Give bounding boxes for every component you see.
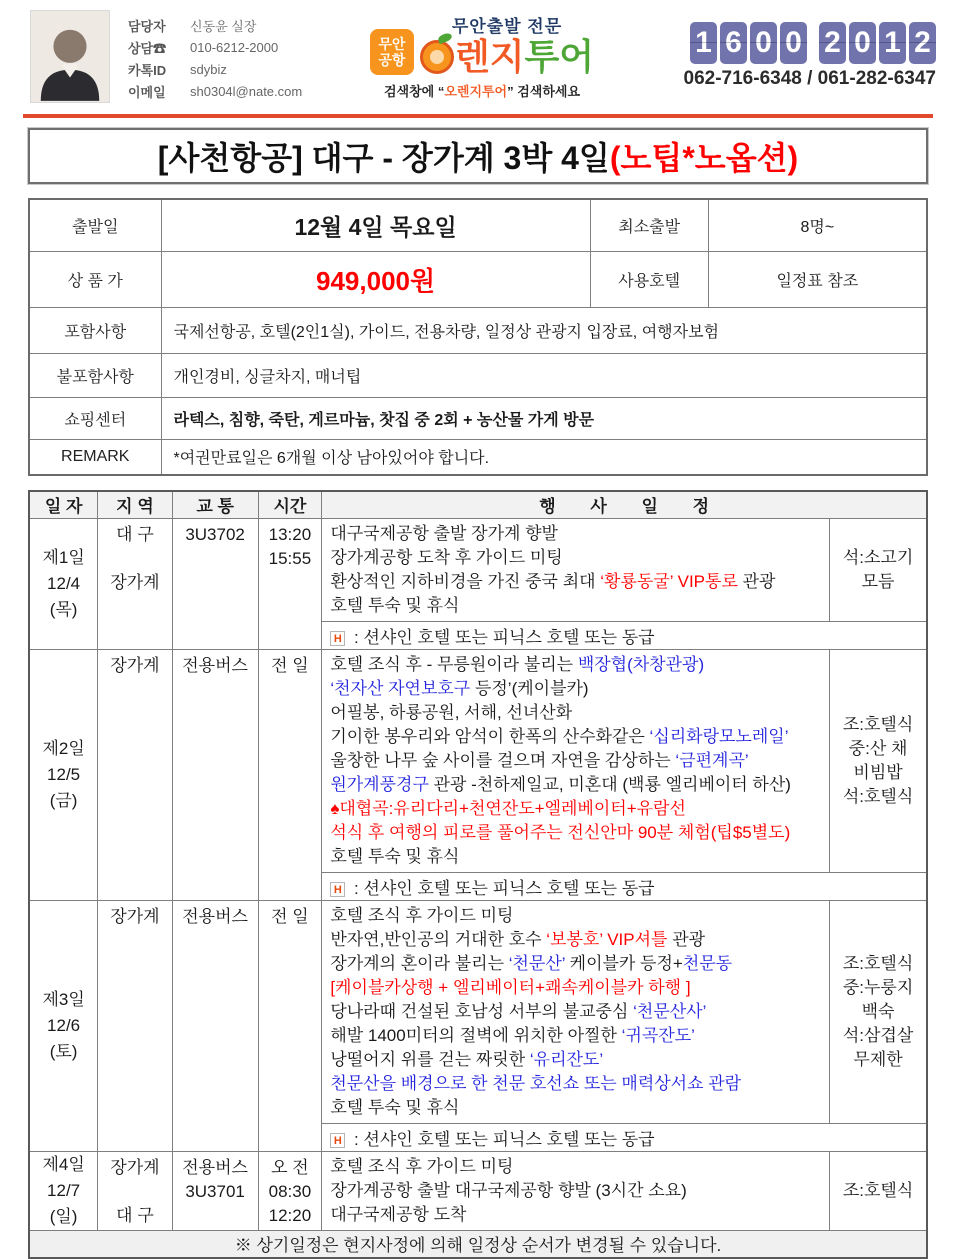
phone-digit-tile: 0: [780, 22, 807, 64]
info-value: 일정표 참조: [708, 251, 927, 307]
schedule-line: [330, 773, 821, 797]
contact-value: 010-6212-2000: [190, 39, 279, 55]
phone-numbers-block: [684, 22, 936, 90]
time-cell: [258, 518, 322, 649]
region-line: 대 구: [116, 524, 154, 544]
orange-fruit-icon: [420, 40, 454, 74]
schedule-line: [330, 845, 821, 869]
hotel-cell: [322, 872, 927, 900]
schedule-segment: 당나라때 건설된 호남성 서부의 불교중심: [330, 1001, 634, 1021]
time-line: 전 일: [271, 906, 309, 926]
schedule-segment: 대구국제공항 도착: [330, 1204, 467, 1224]
brand-logo: [352, 12, 612, 100]
info-value: 12월 4일 목요일: [161, 199, 590, 251]
hotel-cell: [322, 1123, 927, 1151]
transport-cell: [172, 900, 258, 1151]
region-line: 장가계: [110, 906, 160, 926]
hotel-text: : 션샤인 호텔 또는 피닉스 호텔 또는 동급: [349, 627, 655, 647]
meal-line: 비빔밥: [853, 762, 903, 782]
time-line: 08:30: [268, 1181, 312, 1201]
phone-digit-tile: 0: [750, 22, 777, 64]
logo-tagline: 무안출발 전문: [451, 17, 563, 36]
info-label: 상 품 가: [29, 251, 161, 307]
meal-line: 무제한: [853, 1049, 903, 1069]
phone-digit-tile: 0: [849, 22, 876, 64]
transport-line: 전용버스: [182, 655, 248, 675]
hotel-icon: H: [330, 631, 345, 646]
schedule-segment: 호텔 투숙 및 휴식: [330, 595, 460, 615]
time-line: 15:55: [268, 548, 312, 568]
brand-orange-part: 렌지: [454, 36, 525, 77]
header-day: 일 자: [29, 491, 98, 518]
meal-line: 중:산 채: [848, 738, 908, 758]
schedule-segment: 장가계공항 도착 후 가이드 미팅: [330, 547, 563, 567]
day-line: 제2일: [42, 738, 85, 758]
schedule-segment: 환상적인 지하비경을 가진 중국 최대: [330, 571, 601, 591]
schedule-segment: 반자연,반인공의 거대한 호수: [330, 929, 547, 949]
landline-numbers: 062-716-6348 / 061-282-6347: [683, 68, 936, 89]
schedule-line: [330, 1179, 821, 1203]
schedule-segment: 천문산을 배경으로 한 천문 호선쇼 또는 매력상서쇼 관람: [330, 1073, 742, 1093]
info-value: 개인경비, 싱글차지, 매너팁: [161, 353, 927, 397]
phone-digit-tile: 2: [909, 22, 936, 64]
schedule-segment: 호텔 조식 후 - 무릉원이라 불리는: [330, 654, 578, 674]
transport-cell: [172, 518, 258, 649]
contact-label: 담당자: [128, 18, 166, 34]
day-line: 제1일: [42, 547, 85, 567]
schedule-cell: [322, 649, 830, 872]
phone-digit-tile: 2: [819, 22, 846, 64]
day-line: 12/6: [47, 1015, 81, 1035]
info-row: [29, 397, 927, 439]
info-value: *여권만료일은 6개월 이상 남아있어야 합니다.: [161, 439, 927, 475]
info-row: [29, 199, 927, 251]
region-cell: [98, 518, 173, 649]
meal-line: 중:누룽지: [842, 977, 914, 997]
tour-info-table: [28, 198, 928, 476]
transport-line: 3U3702: [185, 524, 245, 544]
schedule-segment: 해발 1400미터의 절벽에 위치한 아찔한: [330, 1025, 622, 1045]
itinerary-day-row: [29, 649, 927, 872]
meal-line: 석:호텔식: [842, 786, 914, 806]
info-label: 사용호텔: [590, 251, 708, 307]
schedule-segment: [케이블카상행 + 엘리베이터+쾌속케이블카 하행 ]: [330, 977, 691, 997]
agent-contact-card: [30, 10, 302, 103]
schedule-segment: ‘천문산’: [508, 953, 566, 973]
schedule-line: [330, 1024, 821, 1048]
region-line: 장가계: [110, 572, 160, 592]
hotel-text: : 션샤인 호텔 또는 피닉스 호텔 또는 동급: [349, 1129, 655, 1149]
itinerary-table: [28, 490, 928, 1259]
schedule-line: [330, 1072, 821, 1096]
meal-line: 조:호텔식: [842, 714, 914, 734]
itinerary-header-row: [29, 491, 927, 518]
time-cell: [258, 1151, 322, 1230]
muan-airport-badge: [370, 29, 414, 75]
transport-cell: [172, 1151, 258, 1230]
search-hint-prefix: 검색창에 “: [383, 84, 445, 99]
region-line: [98, 547, 172, 571]
schedule-segment: 기이한 봉우리와 암석이 한폭의 산수화같은: [330, 726, 650, 746]
region-line: 장가계: [110, 655, 160, 675]
schedule-segment: 천문동: [682, 953, 733, 973]
search-hint-suffix: ” 검색하세요: [507, 84, 581, 99]
schedule-segment: ‘금편계곡’: [675, 750, 749, 770]
page-header: [0, 0, 956, 112]
schedule-segment: ‘황룡동굴’ VIP통로: [600, 571, 738, 591]
schedule-segment: 호텔 투숙 및 휴식: [330, 846, 460, 866]
header-schedule: 행 사 일 정: [322, 491, 927, 518]
schedule-line: [330, 1096, 821, 1120]
hotel-icon: H: [330, 1133, 345, 1148]
schedule-line: [330, 1203, 821, 1227]
schedule-line: [330, 546, 821, 570]
schedule-line: [330, 725, 821, 749]
agent-photo: [30, 10, 110, 103]
schedule-segment: ‘천자산 자연보호구: [330, 678, 471, 698]
tour-title-highlight: (노팁*노옵션): [609, 140, 799, 176]
schedule-segment: 어필봉, 하룡공원, 서해, 선녀산화: [330, 702, 573, 722]
itinerary-day-row: [29, 900, 927, 1123]
region-cell: [98, 649, 173, 900]
region-cell: [98, 1151, 173, 1230]
transport-line: 전용버스: [182, 906, 248, 926]
itinerary-footer-row: [29, 1230, 927, 1258]
region-line: 장가계: [110, 1157, 160, 1177]
schedule-segment: ‘천문산사’: [633, 1001, 707, 1021]
schedule-segment: 낭떨어지 위를 걷는 짜릿한: [330, 1049, 530, 1069]
schedule-segment: 원가계풍경구: [330, 774, 429, 794]
schedule-segment: ‘십리화랑모노레일’: [649, 726, 789, 746]
day-cell: [29, 649, 98, 900]
contact-label: 카톡ID: [128, 62, 167, 78]
schedule-segment: 관광: [667, 929, 706, 949]
info-label: REMARK: [29, 439, 161, 475]
tour-title-banner: [28, 128, 928, 184]
schedule-segment: ‘보봉호’ VIP셔틀: [546, 929, 668, 949]
time-cell: [258, 900, 322, 1151]
schedule-line: [330, 570, 821, 594]
time-line: 전 일: [271, 655, 309, 675]
info-row: [29, 439, 927, 475]
info-label: 쇼핑센터: [29, 397, 161, 439]
day-cell: [29, 1151, 98, 1230]
phone-digit-tile: 6: [720, 22, 747, 64]
day-line: (토): [49, 1041, 78, 1061]
contact-row: [128, 14, 302, 36]
info-row: [29, 251, 927, 307]
schedule-segment: ♠대협곡:유리다리+천연잔도+엘레베이터+유람선: [330, 798, 686, 818]
schedule-line: [330, 677, 821, 701]
transport-line: 전용버스: [182, 1157, 248, 1177]
badge-line1: 무안: [378, 35, 406, 52]
time-line: 12:20: [268, 1205, 312, 1225]
info-row: [29, 353, 927, 397]
schedule-line: [330, 594, 821, 618]
time-line: 13:20: [268, 524, 312, 544]
schedule-cell: [322, 518, 830, 621]
schedule-line: [330, 976, 821, 1000]
brand-green-part: 투어: [524, 36, 595, 77]
meal-line: 조:호텔식: [842, 1180, 914, 1200]
schedule-line: [330, 928, 821, 952]
schedule-segment: 등정’(케이블카): [470, 678, 589, 698]
info-value: 국제선항공, 호텔(2인1실), 가이드, 전용차량, 일정상 관광지 입장료, 여행자보험: [161, 307, 927, 353]
contact-row: [128, 36, 302, 58]
contact-row: [128, 80, 302, 102]
contact-label: 상담☎: [128, 40, 167, 56]
meal-line: 백숙: [861, 1001, 895, 1021]
schedule-segment: 석식 후 여행의 피로를 풀어주는 전신안마 90분 체험(팁$5별도): [330, 822, 791, 842]
schedule-segment: 울창한 나무 숲 사이를 걸으며 자연을 감상하는: [330, 750, 676, 770]
schedule-segment: ‘유리잔도’: [529, 1049, 604, 1069]
contact-row: [128, 58, 302, 80]
hotel-text: : 션샤인 호텔 또는 피닉스 호텔 또는 동급: [349, 878, 655, 898]
phone-digit-tile: 1: [879, 22, 906, 64]
main-phone-flipboard: [684, 22, 936, 64]
schedule-line: [330, 1000, 821, 1024]
schedule-segment: 장가계공항 출발 대구국제공항 향발 (3시간 소요): [330, 1180, 687, 1200]
info-label: 출발일: [29, 199, 161, 251]
info-row: [29, 307, 927, 353]
schedule-line: [330, 821, 821, 845]
schedule-segment: 호텔 투숙 및 휴식: [330, 1097, 460, 1117]
transport-cell: [172, 649, 258, 900]
header-region: 지 역: [98, 491, 173, 518]
info-value: 8명~: [708, 199, 927, 251]
hotel-icon: H: [330, 882, 345, 897]
schedule-segment: 케이블카 등정+: [565, 953, 683, 973]
search-hint-text: [352, 81, 612, 100]
info-label: 최소출발: [590, 199, 708, 251]
time-cell: [258, 649, 322, 900]
schedule-segment: 호텔 조식 후 가이드 미팅: [330, 905, 514, 925]
contact-value: sdybiz: [190, 61, 227, 77]
phone-digit-tile: 1: [690, 22, 717, 64]
search-hint-brand: 오렌지투어: [444, 84, 508, 99]
schedule-line: [330, 522, 821, 546]
region-line: [98, 1180, 172, 1204]
day-line: 12/5: [47, 764, 81, 784]
day-line: 12/4: [47, 573, 81, 593]
hotel-cell: [322, 621, 927, 649]
schedule-line: [330, 797, 821, 821]
logo-brand-text: [420, 37, 594, 77]
contact-label: 이메일: [128, 84, 166, 100]
meal-line: 석:소고기: [842, 547, 914, 567]
phone-digit-group: [816, 22, 936, 64]
contact-rows: [128, 10, 302, 103]
schedule-line: [330, 952, 821, 976]
region-cell: [98, 900, 173, 1151]
info-value: 라텍스, 침향, 죽탄, 게르마늄, 찻집 중 2회 + 농산물 가게 방문: [161, 397, 927, 439]
schedule-line: [330, 653, 821, 677]
day-line: (금): [49, 790, 78, 810]
day-cell: [29, 900, 98, 1151]
meal-line: 조:호텔식: [842, 953, 914, 973]
day-line: 12/7: [47, 1180, 81, 1200]
meal-line: 모듬: [861, 571, 895, 591]
region-line: 대 구: [116, 1205, 154, 1225]
schedule-segment: 호텔 조식 후 가이드 미팅: [330, 1156, 514, 1176]
day-line: (일): [49, 1206, 78, 1226]
info-value: 949,000원: [161, 251, 590, 307]
tour-title: [사천항공] 대구 - 장가계 3박 4일: [157, 140, 610, 176]
schedule-line: [330, 749, 821, 773]
schedule-segment: 대구국제공항 출발 장가계 향발: [330, 523, 558, 543]
header-time: 시간: [258, 491, 322, 518]
schedule-line: [330, 1155, 821, 1179]
meal-cell: [830, 1151, 927, 1230]
meal-line: 석:삼겹살: [842, 1025, 914, 1045]
day-line: 제4일: [42, 1154, 85, 1174]
schedule-segment: 관광: [737, 571, 776, 591]
itinerary-day-row: [29, 518, 927, 621]
schedule-line: [330, 1048, 821, 1072]
meal-cell: [830, 900, 927, 1123]
contact-value: sh0304l@nate.com: [190, 83, 303, 99]
contact-value: 신동윤 실장: [190, 18, 257, 34]
itinerary-day-row: [29, 1151, 927, 1230]
time-line: 오 전: [271, 1157, 309, 1177]
day-cell: [29, 518, 98, 649]
schedule-cell: [322, 900, 830, 1123]
meal-cell: [830, 649, 927, 872]
badge-line2: 공항: [378, 51, 406, 68]
schedule-segment: 백장협(차창관광): [577, 654, 705, 674]
person-silhouette-icon: [31, 16, 109, 102]
schedule-cell: [322, 1151, 830, 1230]
header-transport: 교 통: [172, 491, 258, 518]
phone-digit-group: [687, 22, 807, 64]
info-label: 불포함사항: [29, 353, 161, 397]
schedule-line: [330, 701, 821, 725]
itinerary-footer-note: ※ 상기일정은 현지사정에 의해 일정상 순서가 변경될 수 있습니다.: [29, 1230, 927, 1258]
day-line: (목): [49, 599, 78, 619]
day-line: 제3일: [42, 989, 85, 1009]
schedule-segment: 장가계의 혼이라 불리는: [330, 953, 509, 973]
meal-cell: [830, 518, 927, 621]
transport-line: 3U3701: [185, 1181, 245, 1201]
schedule-line: [330, 904, 821, 928]
schedule-segment: ‘귀곡잔도’: [621, 1025, 695, 1045]
header-divider: [23, 114, 933, 118]
info-label: 포함사항: [29, 307, 161, 353]
schedule-segment: 관광 -천하제일교, 미혼대 (백룡 엘리베이터 하산): [428, 774, 791, 794]
